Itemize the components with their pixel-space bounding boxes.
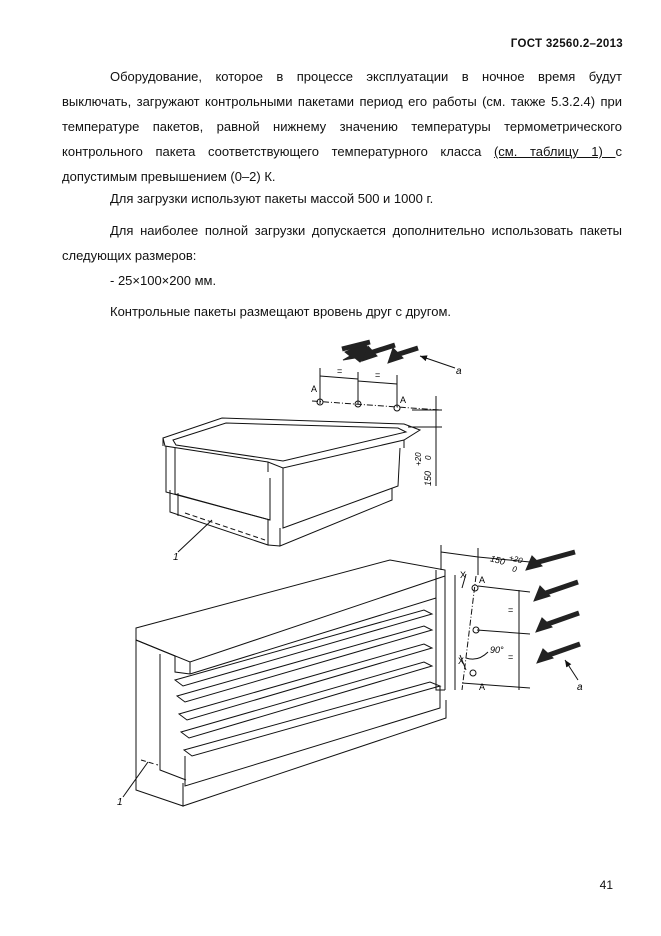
- table-1-reference-link[interactable]: (см. таблицу 1): [493, 144, 616, 159]
- chest-cabinet-figure: [163, 342, 455, 552]
- paragraph-text: с: [615, 144, 622, 159]
- arrow-label: a: [577, 682, 583, 693]
- paragraph-line: Оборудование, которое в процессе эксплуатации в ночное время будут: [110, 69, 622, 84]
- dimension-value: 150: [423, 470, 433, 486]
- airflow-arrow-icon: [536, 613, 579, 632]
- point-label: A: [479, 682, 486, 692]
- section-label: X: [458, 656, 465, 666]
- section-label: X: [460, 570, 467, 580]
- paragraph-line: температуре пакетов, равной нижнему значению температуры термометрического: [62, 119, 622, 134]
- dimension-label: =: [508, 605, 514, 615]
- page-number: 41: [599, 878, 613, 892]
- airflow-arrow-icon: [537, 644, 580, 663]
- dimension-tolerance-upper: +20: [508, 553, 524, 566]
- paragraph-package-mass: Для загрузки используют пакеты массой 500 и 1000 г.: [110, 191, 434, 206]
- paragraph-line: следующих размеров:: [62, 248, 197, 263]
- paragraph-placement: Контрольные пакеты размещают вровень друг с другом.: [110, 304, 452, 319]
- paragraph-line: выключать, загружают контрольными пакетами период его работы (см. также 5.3.2.4) при: [62, 94, 622, 109]
- paragraph-text: контрольного пакета соответствующего температурного класса: [62, 144, 494, 159]
- point-label: A: [311, 384, 318, 394]
- paragraph-size-item: - 25×100×200 мм.: [110, 273, 217, 288]
- paragraph-line: допустимым превышением (0–2) К.: [62, 169, 276, 184]
- document-header: ГОСТ 32560.2–2013: [510, 38, 623, 50]
- dimension-tolerance-lower: 0: [424, 455, 433, 460]
- point-label: A: [479, 575, 486, 585]
- dimension-label: =: [508, 652, 514, 662]
- angle-label: 90°: [490, 645, 504, 655]
- airflow-arrow-icon: [388, 348, 418, 363]
- point-label: A: [400, 395, 407, 405]
- multideck-cabinet-figure: [123, 545, 580, 806]
- dimension-label: =: [337, 366, 343, 376]
- dimension-label: [414, 452, 433, 486]
- paragraph-line: Для наиболее полной загрузки допускается дополнительно использовать пакеты: [110, 223, 622, 238]
- callout-label: 1: [173, 552, 179, 563]
- dimension-label: [488, 549, 524, 576]
- callout-label: 1: [117, 797, 123, 808]
- dimension-tolerance-lower: 0: [511, 564, 518, 575]
- dimension-tolerance-upper: +20: [414, 452, 423, 466]
- dimension-label: =: [375, 370, 381, 380]
- airflow-arrow-icon: [526, 552, 575, 570]
- arrow-label: a: [456, 366, 462, 377]
- dimension-value: 150: [489, 553, 507, 567]
- airflow-arrow-icon: [534, 582, 578, 601]
